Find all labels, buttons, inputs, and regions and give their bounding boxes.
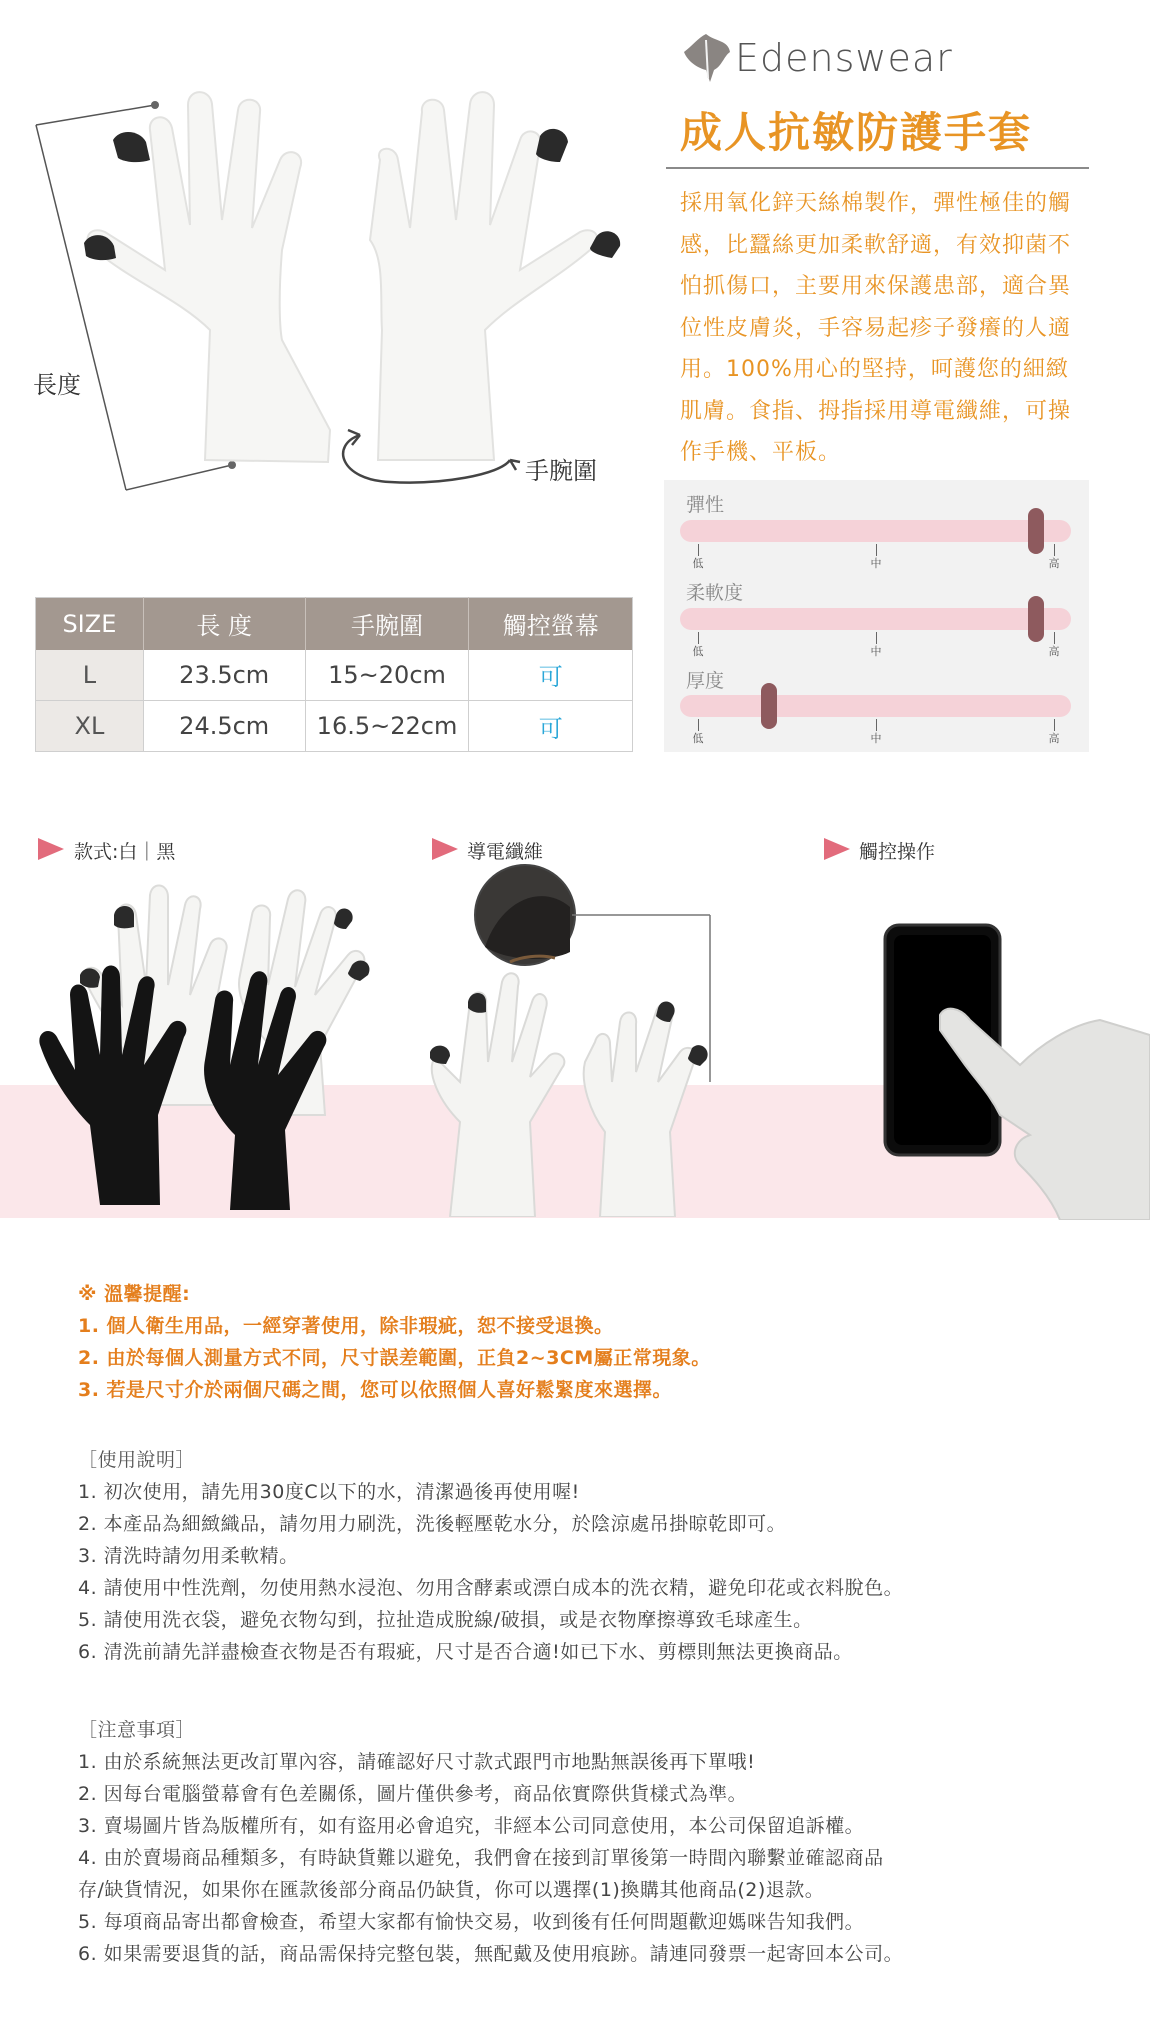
- wrist-label: 手腕圍: [525, 457, 597, 485]
- size-header-touch: 觸控螢幕: [469, 598, 633, 650]
- reminder-item: 1. 個人衛生用品，一經穿著使用，除非瑕疵，恕不接受退換。: [78, 1315, 614, 1337]
- size-table-header: [36, 598, 633, 650]
- product-description: 採用氧化鋅天絲棉製作，彈性極佳的觸感，比蠶絲更加柔軟舒適，有效抑菌不怕抓傷口，主要用來保護患部，適合異位性皮膚炎，手容易起疹子發癢的人適用。100%用心的堅持，呵護您的細緻肌膚。食指、拇指採用導電纖維，可操作手機、平板。: [680, 191, 1072, 465]
- rating-low-label: 低: [692, 645, 704, 658]
- table-row: [36, 650, 633, 701]
- notice-item: 5. 每項商品寄出都會檢查，希望大家都有愉快交易，收到後有任何問題歡迎媽咪告知我們。: [78, 1911, 865, 1933]
- rating-low-label: 低: [692, 732, 704, 745]
- rating-mid-label: 中: [870, 557, 882, 570]
- size-header-size: SIZE: [36, 598, 144, 650]
- length-cell: 24.5cm: [143, 701, 305, 752]
- size-header-wrist: 手腕圍: [305, 598, 469, 650]
- conductive-fiber-image: [430, 862, 770, 1217]
- rating-high-label: 高: [1048, 645, 1060, 658]
- usage-item: 1. 初次使用，請先用30度C以下的水，清潔過後再使用喔!: [78, 1481, 580, 1503]
- notice-item: 1. 由於系統無法更改訂單內容，請確認好尺寸款式跟門市地點無誤後再下單哦!: [78, 1751, 756, 1773]
- feature-touch-heading: 觸控操作: [859, 841, 936, 863]
- white-glove-left: [84, 92, 330, 462]
- rating-low-label: 低: [692, 557, 704, 570]
- rating-label-softness: 柔軟度: [686, 582, 744, 604]
- rating-track-softness: [680, 608, 1071, 630]
- rating-knob-elasticity: [1028, 508, 1044, 554]
- reminder-item: 2. 由於每個人測量方式不同，尺寸誤差範圍，正負2~3CM屬正常現象。: [78, 1347, 711, 1369]
- length-cell: 23.5cm: [143, 650, 305, 701]
- notice-item: 2. 因每台電腦螢幕會有色差關係，圖片僅供參考，商品依實際供貨樣式為準。: [78, 1783, 748, 1805]
- size-table: [35, 597, 633, 752]
- feature-fiber-heading: 導電纖維: [467, 841, 544, 863]
- rating-track-elasticity: [680, 520, 1071, 542]
- usage-item: 2. 本產品為細緻織品，請勿用力刷洗，洗後輕壓乾水分，於陰涼處吊掛晾乾即可。: [78, 1513, 787, 1535]
- white-black-gloves-image: [30, 875, 390, 1220]
- rating-high-label: 高: [1048, 732, 1060, 745]
- length-measure-line: [36, 125, 126, 490]
- notice-title: ［注意事項］: [78, 1719, 196, 1741]
- touch-cell: 可: [469, 701, 633, 752]
- notice-item: 6. 如果需要退貨的話，商品需保持完整包裝，無配戴及使用痕跡。請連同發票一起寄回本公司。: [78, 1943, 904, 1965]
- usage-title: ［使用說明］: [78, 1449, 196, 1471]
- wrist-cell: 16.5~22cm: [305, 701, 469, 752]
- usage-item: 6. 清洗前請先詳盡檢查衣物是否有瑕疵，尺寸是否合適!如已下水、剪標則無法更換商品。: [78, 1641, 853, 1663]
- notice-section: [78, 1714, 903, 1970]
- notice-item: 3. 賣場圖片皆為版權所有，如有盜用必會追究，非經本公司同意使用，本公司保留追訴權。: [78, 1815, 865, 1837]
- table-row: [36, 701, 633, 752]
- product-title: 成人抗敏防護手套: [680, 108, 1033, 157]
- feature-style-heading: 款式:白｜黑: [74, 841, 176, 863]
- triangle-icon: [824, 838, 850, 860]
- reminder-item: 3. 若是尺寸介於兩個尺碼之間，您可以依照個人喜好鬆緊度來選擇。: [78, 1379, 673, 1401]
- triangle-icon: [432, 838, 458, 860]
- rating-knob-thickness: [761, 683, 777, 729]
- usage-item: 5. 請使用洗衣袋，避免衣物勾到，拉扯造成脫線/破損，或是衣物摩擦導致毛球產生。: [78, 1609, 813, 1631]
- wrist-cell: 15~20cm: [305, 650, 469, 701]
- rating-high-label: 高: [1048, 557, 1060, 570]
- rating-mid-label: 中: [870, 732, 882, 745]
- size-header-length: 長 度: [143, 598, 305, 650]
- triangle-icon: [38, 838, 64, 860]
- usage-item: 3. 清洗時請勿用柔軟精。: [78, 1545, 299, 1567]
- rating-track-thickness: [680, 695, 1071, 717]
- reminder-section: [78, 1278, 711, 1406]
- brand-name: Edenswear: [735, 36, 953, 80]
- rating-mid-label: 中: [870, 645, 882, 658]
- size-cell: XL: [36, 701, 144, 752]
- brand-leaf-icon: [676, 30, 736, 86]
- length-label: 長度: [33, 371, 81, 399]
- reminder-title: ※ 溫馨提醒:: [78, 1283, 191, 1305]
- size-cell: L: [36, 650, 144, 701]
- rating-panel: [664, 480, 1089, 752]
- title-divider: [666, 167, 1089, 169]
- notice-item: 存/缺貨情況，如果你在匯款後部分商品仍缺貨，你可以選擇(1)換購其他商品(2)退款。: [78, 1879, 825, 1901]
- touch-cell: 可: [469, 650, 633, 701]
- usage-section: [78, 1444, 903, 1668]
- white-glove-right: [370, 92, 620, 460]
- rating-label-elasticity: 彈性: [686, 494, 725, 516]
- notice-item: 4. 由於賣場商品種類多，有時缺貨難以避免，我們會在接到訂單後第一時間內聯繫並確認商品: [78, 1847, 884, 1869]
- touch-operation-image: [870, 915, 1150, 1220]
- usage-item: 4. 請使用中性洗劑，勿使用熱水浸泡、勿用含酵素或漂白成本的洗衣精，避免印花或衣料脫色。: [78, 1577, 904, 1599]
- rating-label-thickness: 厚度: [686, 670, 725, 692]
- rating-knob-softness: [1028, 596, 1044, 642]
